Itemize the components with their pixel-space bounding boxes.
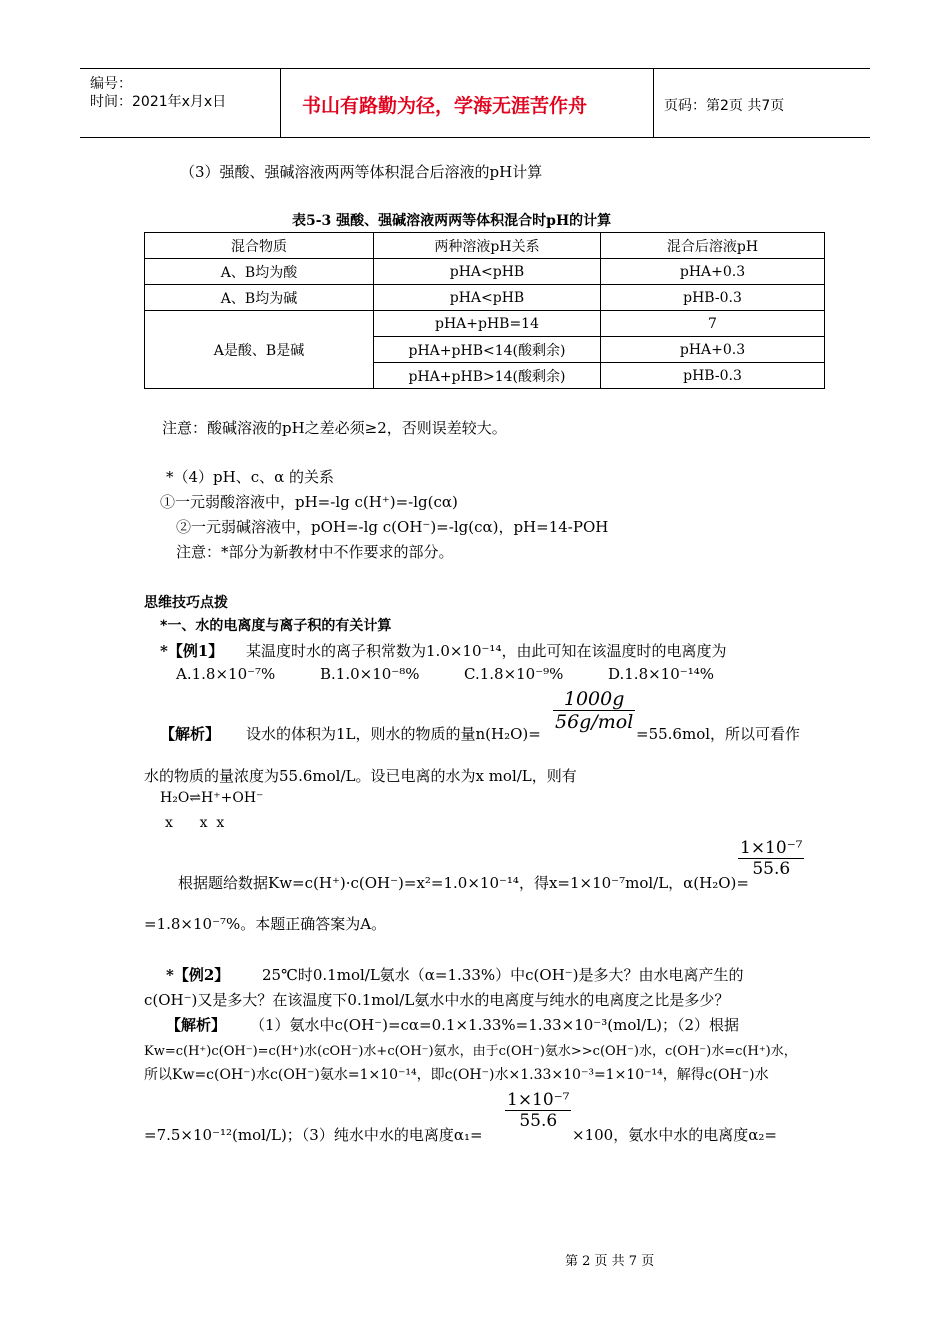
table-cell: pHA<pHB [374, 259, 601, 285]
example2-line6b: ×100，氨水中水的电离度α₂= [572, 1126, 777, 1144]
table-header-cell: 混合后溶液pH [601, 233, 825, 259]
section4-title: *（4）pH、c、α 的关系 [166, 468, 335, 486]
header-page-label: 页码：第2页 共7页 [664, 98, 785, 114]
example2-line3: （1）氨水中c(OH⁻)=cα=0.1×1.33%=1.33×10⁻³(mol/L)；（2）根据 [250, 1016, 740, 1034]
example1-option-b: B.1.0×10⁻⁸% [320, 665, 420, 683]
example1-label: *【例1】 [160, 642, 224, 660]
table-cell: pHA+pHB>14(酸剩余) [374, 363, 601, 389]
table-cell-group: A是酸、B是碱 [145, 311, 374, 389]
example2-analysis-label: 【解析】 [166, 1016, 227, 1034]
example2-line6a: =7.5×10⁻¹²(mol/L)；（3）纯水中水的电离度α₁= [144, 1126, 483, 1144]
skills-subheading: *一、水的电离度与离子积的有关计算 [160, 618, 392, 634]
doc-number-label: 编号： [90, 76, 132, 92]
header-right-cell [654, 69, 870, 137]
section3-title: （3）强酸、强碱溶液两两等体积混合后溶液的pH计算 [180, 163, 543, 181]
skills-heading: 思维技巧点拨 [144, 595, 228, 611]
page-footer: 第 2 页 共 7 页 [565, 1254, 655, 1269]
fraction-water-moles [553, 688, 635, 733]
page-header [80, 68, 870, 138]
fraction-numerator: 1×10⁻⁷ [740, 838, 803, 858]
ph-table [144, 232, 825, 389]
table-cell: pHA+pHB=14 [374, 311, 601, 337]
example1-analysis-text-a: 设水的体积为1L，则水的物质的量n(H₂O)= [246, 725, 541, 743]
example1-option-c: C.1.8×10⁻⁹% [464, 665, 564, 683]
section4-item1: ①一元弱酸溶液中，pH=-lg c(H⁺)=-lg(cα) [160, 493, 458, 511]
table-cell: pHB-0.3 [601, 285, 825, 311]
example1-line4: =1.8×10⁻⁷%。本题正确答案为A。 [144, 915, 387, 933]
ionization-equation: H₂O⇌H⁺+OH⁻ [160, 790, 264, 806]
table-row [145, 311, 825, 337]
table-row [145, 259, 825, 285]
fraction-denominator: 55.6 [752, 859, 791, 879]
table-header-row [145, 233, 825, 259]
table-cell: A、B均为碱 [145, 285, 374, 311]
header-center-cell [280, 69, 654, 137]
example1-line2: 水的物质的量浓度为55.6mol/L。设已电离的水为x mol/L，则有 [144, 767, 577, 785]
table-cell: pHB-0.3 [601, 363, 825, 389]
fraction-denominator: 55.6 [519, 1111, 558, 1131]
example1-option-a: A.1.8×10⁻⁷% [176, 665, 276, 683]
table-cell: 7 [601, 311, 825, 337]
header-motto: 书山有路勤为径，学海无涯苦作舟 [302, 95, 588, 117]
table-cell: pHA+pHB<14(酸剩余) [374, 337, 601, 363]
table-cell: pHA+0.3 [601, 259, 825, 285]
example1-question: 某温度时水的离子积常数为1.0×10⁻¹⁴，由此可知在该温度时的电离度为 [246, 642, 727, 660]
fraction-numerator: 1×10⁻⁷ [507, 1090, 570, 1110]
table-caption: 表5-3 强酸、强碱溶液两两等体积混合时pH的计算 [292, 213, 612, 229]
fraction-alpha1 [505, 1090, 571, 1131]
example2-line2: c(OH⁻)又是多大？在该温度下0.1mol/L氨水中水的电离度与纯水的电离度之比是多少？ [144, 991, 730, 1009]
fraction-denominator: 56g/mol [555, 711, 634, 733]
note-ph-difference: 注意：酸碱溶液的pH之差必须≥2，否则误差较大。 [162, 419, 507, 437]
doc-time-label: 时间：2021年x月x日 [90, 94, 227, 110]
example1-line3: 根据题给数据Kw=c(H⁺)·c(OH⁻)=x²=1.0×10⁻¹⁴，得x=1×10⁻⁷mol/L，α(H₂O)= [178, 874, 749, 892]
example2-line4: Kw=c(H⁺)c(OH⁻)=c(H⁺)水(cOH⁻)水+c(OH⁻)氨水，由于c(OH⁻)氨水>>c(OH⁻)水，c(OH⁻)水=c(H⁺)水， [144, 1044, 797, 1059]
table-cell: pHA+0.3 [601, 337, 825, 363]
fraction-alpha-water [738, 838, 804, 879]
example1-option-d: D.1.8×10⁻¹⁴% [608, 665, 714, 683]
section4-note: 注意：*部分为新教材中不作要求的部分。 [176, 543, 454, 561]
table-header-cell: 混合物质 [145, 233, 374, 259]
example1-analysis-text-b: =55.6mol，所以可看作 [636, 725, 801, 743]
fraction-numerator: 1000g [553, 688, 635, 711]
table-header-cell: 两种溶液pH关系 [374, 233, 601, 259]
example2-line1: 25℃时0.1mol/L氨水（α=1.33%）中c(OH⁻)是多大？由水电离产生的 [262, 966, 744, 984]
header-left-cell [80, 69, 281, 137]
table-row [145, 285, 825, 311]
equation-x-labels: x x x [165, 815, 225, 831]
example2-line5: 所以Kw=c(OH⁻)水c(OH⁻)氨水=1×10⁻¹⁴，即c(OH⁻)水×1.33×10⁻³=1×10⁻¹⁴，解得c(OH⁻)水 [144, 1067, 769, 1083]
example1-analysis-label: 【解析】 [160, 725, 221, 743]
example2-label: *【例2】 [166, 966, 230, 984]
table-cell: A、B均为酸 [145, 259, 374, 285]
table-cell: pHA<pHB [374, 285, 601, 311]
section4-item2: ②一元弱碱溶液中，pOH=-lg c(OH⁻)=-lg(cα)，pH=14-POH [176, 518, 609, 536]
